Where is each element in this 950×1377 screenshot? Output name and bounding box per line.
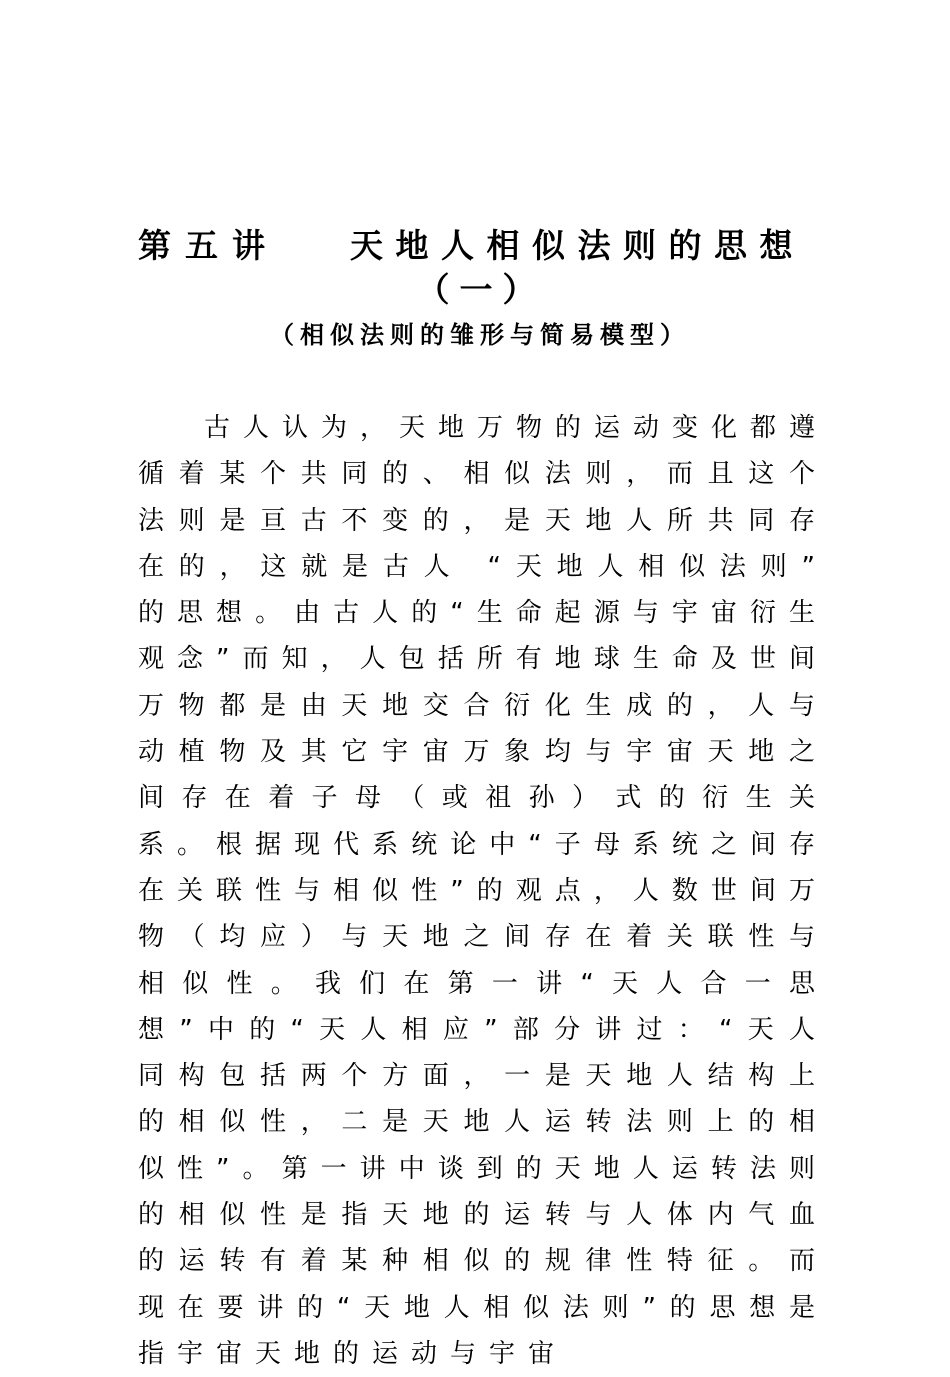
chapter-title-text: 天地人相似法则的思想 bbox=[350, 226, 805, 265]
chapter-subtitle: （相似法则的雏形与简易模型） bbox=[270, 321, 690, 349]
chapter-part-label: （一） bbox=[416, 270, 546, 309]
lecture-number: 第五讲 bbox=[138, 226, 279, 265]
body-paragraph: 古人认为，天地万物的运动变化都遵循着某个共同的、相似法则，而且这个法则是亘古不变的，是天地人所共同存在的，这就是古人 “天地人相似法则” 的思想。由古人的“生命起源与宇宙衍生观念”而知，人包括所有地球生命及世间万物都是由天地交合衍化生成的，人与动植物及其它宇宙万象均与宇宙天地之间存在着子母（或祖孙）式的衍生关系。根据现代系统论中“子母系统之间存在关联性与相似性”的观点，人数世间万物（均应）与天地之间存在着关联性与相似性。我们在第一讲“天人合一思想”中的“天人相应”部分讲过：“天人同构包括两个方面，一是天地人结构上的相似性，二是天地人运转法则上的相似性”。第一讲中谈到的天地人运转法则的相似性是指天地的运转与人体内气血的运转有着某种相似的规律性特征。而现在要讲的“天地人相似法则”的思想是指宇宙天地的运动与宇宙 bbox=[138, 413, 829, 1369]
chapter-title bbox=[138, 222, 828, 270]
